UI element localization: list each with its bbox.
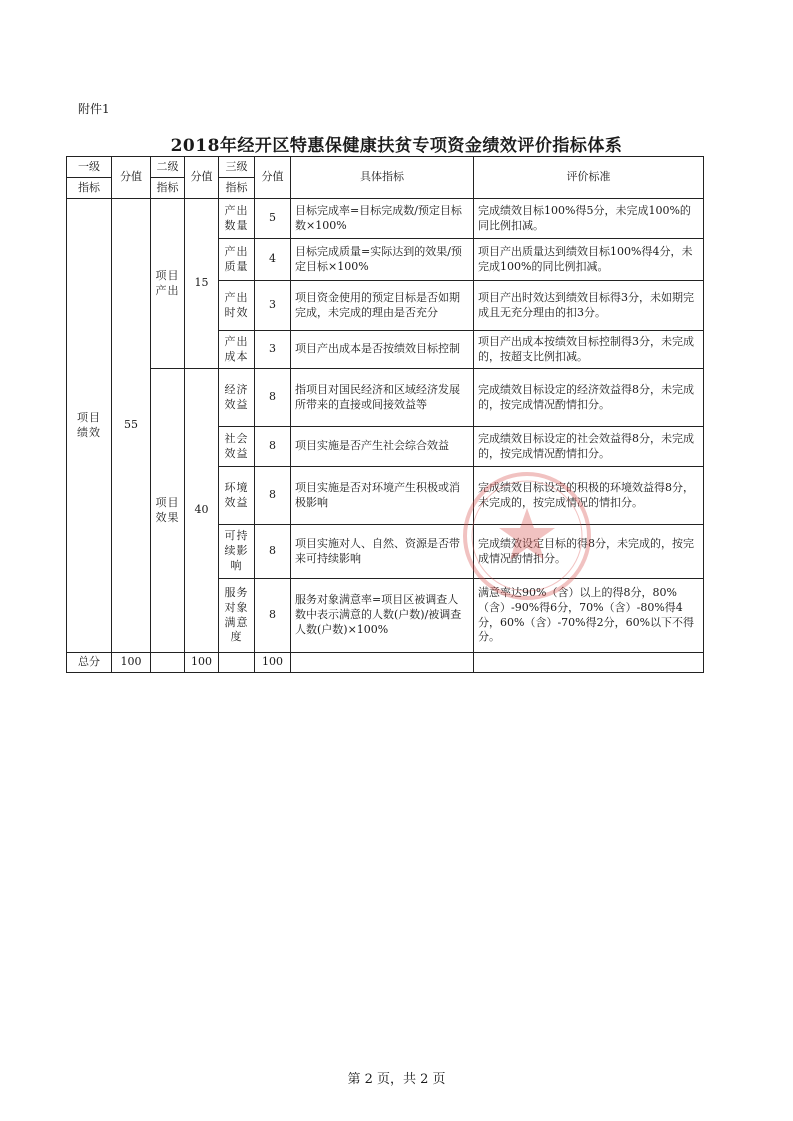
indicator-name: 可持 续影 响 (219, 525, 255, 579)
indicator-score: 8 (255, 467, 291, 525)
attachment-label: 附件1 (78, 102, 110, 116)
evaluation-standard: 完成绩效目标100%得5分，未完成100%的同比例扣减。 (474, 199, 704, 239)
indicator-score: 8 (255, 427, 291, 467)
group-score: 40 (185, 369, 219, 653)
header-level3-bottom: 指标 (219, 178, 255, 199)
header-level1-bottom: 指标 (67, 178, 112, 199)
evaluation-standard: 项目产出质量达到绩效目标100%得4分，未完成100%的同比例扣减。 (474, 239, 704, 281)
specific-indicator: 指项目对国民经济和区域经济发展所带来的直接或间接效益等 (291, 369, 474, 427)
indicator-score: 3 (255, 331, 291, 369)
specific-indicator: 服务对象满意率=项目区被调查人数中表示满意的人数(户数)/被调查人数(户数)×100% (291, 579, 474, 653)
indicator-name: 产出 时效 (219, 281, 255, 331)
indicator-score: 5 (255, 199, 291, 239)
page-footer: 第 2 页，共 2 页 (347, 1072, 446, 1087)
total-score1: 100 (112, 653, 151, 673)
group-score: 15 (185, 199, 219, 369)
group-name: 项目 产出 (151, 199, 185, 369)
page-title: 2018年经开区特惠保健康扶贫专项资金绩效评价指标体系 (170, 136, 623, 156)
header-score3: 分值 (255, 157, 291, 199)
specific-indicator: 目标完成率=目标完成数/预定目标数×100% (291, 199, 474, 239)
total-empty (151, 653, 185, 673)
total-empty (474, 653, 704, 673)
header-level1-top: 一级 (67, 157, 112, 178)
level1-name: 项目 绩效 (67, 199, 112, 653)
indicator-score: 3 (255, 281, 291, 331)
total-score3: 100 (255, 653, 291, 673)
indicator-name: 产出 成本 (219, 331, 255, 369)
evaluation-standard: 满意率达90%（含）以上的得8分，80%（含）-90%得6分，70%（含）-80%得4分，60%（含）-70%得2分，60%以下不得分。 (474, 579, 704, 653)
table-row (67, 199, 704, 239)
indicator-score: 8 (255, 579, 291, 653)
header-standard: 评价标准 (474, 157, 704, 199)
header-level2-top: 二级 (151, 157, 185, 178)
header-specific: 具体指标 (291, 157, 474, 199)
total-label: 总分 (67, 653, 112, 673)
specific-indicator: 项目产出成本是否按绩效目标控制 (291, 331, 474, 369)
evaluation-standard: 项目产出时效达到绩效目标得3分，未如期完成且无充分理由的扣3分。 (474, 281, 704, 331)
evaluation-standard: 完成绩效目标设定的积极的环境效益得8分，未完成的，按完成情况的情扣分。 (474, 467, 704, 525)
specific-indicator: 项目实施是否对环境产生积极或消极影响 (291, 467, 474, 525)
indicator-score: 8 (255, 525, 291, 579)
header-score1: 分值 (112, 157, 151, 199)
evaluation-standard: 完成绩效设定目标的得8分，未完成的，按完成情况酌情扣分。 (474, 525, 704, 579)
table-row (67, 369, 704, 427)
specific-indicator: 项目资金使用的预定目标是否如期完成，未完成的理由是否充分 (291, 281, 474, 331)
header-level2-bottom: 指标 (151, 178, 185, 199)
specific-indicator: 项目实施对人、自然、资源是否带来可持续影响 (291, 525, 474, 579)
indicator-name: 社会 效益 (219, 427, 255, 467)
indicator-name: 产出 质量 (219, 239, 255, 281)
header-row-top (67, 157, 704, 178)
total-score2: 100 (185, 653, 219, 673)
specific-indicator: 目标完成质量=实际达到的效果/预定目标×100% (291, 239, 474, 281)
evaluation-standard: 项目产出成本按绩效目标控制得3分，未完成的，按超支比例扣减。 (474, 331, 704, 369)
level1-score: 55 (112, 199, 151, 653)
total-row (67, 653, 704, 673)
evaluation-standard: 完成绩效目标设定的经济效益得8分，未完成的，按完成情况酌情扣分。 (474, 369, 704, 427)
evaluation-standard: 完成绩效目标设定的社会效益得8分，未完成的，按完成情况酌情扣分。 (474, 427, 704, 467)
header-score2: 分值 (185, 157, 219, 199)
indicator-score: 4 (255, 239, 291, 281)
indicator-name: 环境 效益 (219, 467, 255, 525)
group-name: 项目 效果 (151, 369, 185, 653)
indicator-table (66, 156, 704, 673)
total-empty (291, 653, 474, 673)
total-empty (219, 653, 255, 673)
indicator-name: 产出 数量 (219, 199, 255, 239)
header-level3-top: 三级 (219, 157, 255, 178)
indicator-name: 服务 对象 满意 度 (219, 579, 255, 653)
specific-indicator: 项目实施是否产生社会综合效益 (291, 427, 474, 467)
indicator-name: 经济 效益 (219, 369, 255, 427)
indicator-score: 8 (255, 369, 291, 427)
